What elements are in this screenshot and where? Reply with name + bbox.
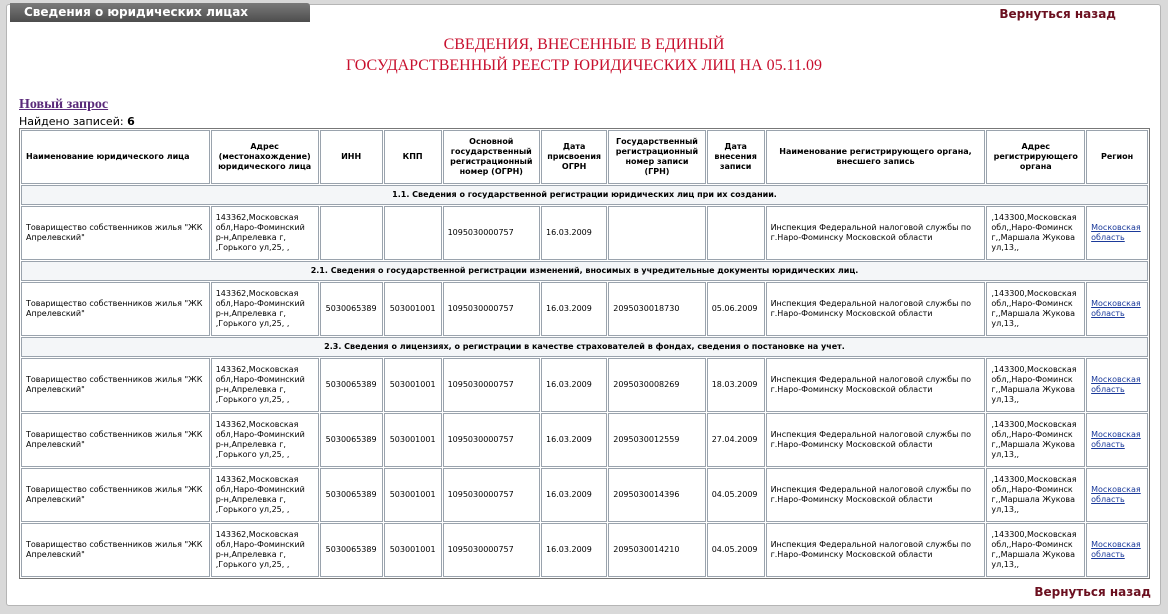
col-header-authority-address: Адрес регистрирующего органа <box>986 130 1085 184</box>
cell-region <box>1086 523 1148 577</box>
cell-record-date: 18.03.2009 <box>707 358 765 412</box>
cell-grn: 2095030014210 <box>608 523 705 577</box>
new-query-link[interactable]: Новый запрос <box>19 97 109 112</box>
region-link[interactable]: Московская область <box>1091 430 1141 449</box>
cell-ogrn: 1095030000757 <box>443 282 540 336</box>
cell-ogrn-date: 16.03.2009 <box>541 206 607 260</box>
cell-inn: 5030065389 <box>320 413 383 467</box>
col-header-authority: Наименование регистрирующего органа, внесшего запись <box>766 130 986 184</box>
section-row <box>21 337 1148 357</box>
table-header-row <box>21 130 1148 184</box>
table-row <box>21 206 1148 260</box>
table-row <box>21 282 1148 336</box>
cell-grn <box>608 206 705 260</box>
region-link[interactable]: Московская область <box>1091 223 1141 242</box>
section-title: 2.1. Сведения о государственной регистрации изменений, вносимых в учредительные документы юридических лиц. <box>21 261 1148 281</box>
cell-address: 143362,Московская обл,Наро-Фоминский р-н,Апрелевка г, ,Горького ул,25, , <box>211 358 319 412</box>
cell-name: Товарищество собственников жилья "ЖК Апрелевский" <box>21 282 210 336</box>
cell-inn: 5030065389 <box>320 358 383 412</box>
cell-name: Товарищество собственников жилья "ЖК Апрелевский" <box>21 206 210 260</box>
col-header-inn: ИНН <box>320 130 383 184</box>
cell-ogrn-date: 16.03.2009 <box>541 523 607 577</box>
page-title-line1: СВЕДЕНИЯ, ВНЕСЕННЫЕ В ЕДИНЫЙ <box>443 36 725 53</box>
cell-authority: Инспекция Федеральной налоговой службы по г.Наро-Фоминску Московской области <box>766 413 986 467</box>
cell-kpp: 503001001 <box>384 523 442 577</box>
cell-address: 143362,Московская обл,Наро-Фоминский р-н,Апрелевка г, ,Горького ул,25, , <box>211 523 319 577</box>
cell-region <box>1086 468 1148 522</box>
col-header-record-date: Дата внесения записи <box>707 130 765 184</box>
cell-name: Товарищество собственников жилья "ЖК Апрелевский" <box>21 358 210 412</box>
cell-inn <box>320 206 383 260</box>
records-found-label: Найдено записей: <box>19 115 124 128</box>
section-title: 2.3. Сведения о лицензиях, о регистрации в качестве страхователей в фондах, сведения о постановке на учет. <box>21 337 1148 357</box>
back-link-top[interactable]: Вернуться назад <box>999 7 1116 21</box>
cell-authority: Инспекция Федеральной налоговой службы по г.Наро-Фоминску Московской области <box>766 468 986 522</box>
cell-region <box>1086 358 1148 412</box>
panel-tab <box>10 3 310 22</box>
cell-authority: Инспекция Федеральной налоговой службы по г.Наро-Фоминску Московской области <box>766 523 986 577</box>
cell-address: 143362,Московская обл,Наро-Фоминский р-н,Апрелевка г, ,Горького ул,25, , <box>211 282 319 336</box>
region-link[interactable]: Московская область <box>1091 299 1141 318</box>
cell-record-date: 05.06.2009 <box>707 282 765 336</box>
cell-grn: 2095030012559 <box>608 413 705 467</box>
table-row <box>21 358 1148 412</box>
cell-kpp: 503001001 <box>384 358 442 412</box>
col-header-ogrn-date: Дата присвоения ОГРН <box>541 130 607 184</box>
cell-name: Товарищество собственников жилья "ЖК Апрелевский" <box>21 468 210 522</box>
cell-grn: 2095030014396 <box>608 468 705 522</box>
cell-record-date: 04.05.2009 <box>707 468 765 522</box>
cell-authority: Инспекция Федеральной налоговой службы по г.Наро-Фоминску Московской области <box>766 358 986 412</box>
cell-kpp: 503001001 <box>384 468 442 522</box>
cell-authority: Инспекция Федеральной налоговой службы по г.Наро-Фоминску Московской области <box>766 206 986 260</box>
panel-tab-label: Сведения о юридических лицах <box>24 5 249 19</box>
cell-ogrn: 1095030000757 <box>443 358 540 412</box>
col-header-region: Регион <box>1086 130 1148 184</box>
cell-ogrn: 1095030000757 <box>443 523 540 577</box>
registry-table <box>19 128 1150 579</box>
table-row <box>21 468 1148 522</box>
table-row <box>21 413 1148 467</box>
cell-kpp: 503001001 <box>384 282 442 336</box>
cell-authority-address: ,143300,Московская обл,,Наро-Фоминск г,,Маршала Жукова ул,13,, <box>986 358 1085 412</box>
cell-authority-address: ,143300,Московская обл,,Наро-Фоминск г,,Маршала Жукова ул,13,, <box>986 468 1085 522</box>
cell-inn: 5030065389 <box>320 523 383 577</box>
cell-authority-address: ,143300,Московская обл,,Наро-Фоминск г,,Маршала Жукова ул,13,, <box>986 413 1085 467</box>
cell-kpp <box>384 206 442 260</box>
cell-ogrn: 1095030000757 <box>443 206 540 260</box>
region-link[interactable]: Московская область <box>1091 540 1141 559</box>
cell-grn: 2095030018730 <box>608 282 705 336</box>
col-header-ogrn: Основной государственный регистрационный номер (ОГРН) <box>443 130 540 184</box>
cell-region <box>1086 282 1148 336</box>
cell-inn: 5030065389 <box>320 468 383 522</box>
records-found-count: 6 <box>127 115 135 128</box>
cell-ogrn: 1095030000757 <box>443 413 540 467</box>
cell-address: 143362,Московская обл,Наро-Фоминский р-н,Апрелевка г, ,Горького ул,25, , <box>211 468 319 522</box>
region-link[interactable]: Московская область <box>1091 375 1141 394</box>
cell-name: Товарищество собственников жилья "ЖК Апрелевский" <box>21 413 210 467</box>
cell-region <box>1086 206 1148 260</box>
cell-record-date: 04.05.2009 <box>707 523 765 577</box>
section-row <box>21 185 1148 205</box>
section-title: 1.1. Сведения о государственной регистрации юридических лиц при их создании. <box>21 185 1148 205</box>
cell-address: 143362,Московская обл,Наро-Фоминский р-н,Апрелевка г, ,Горького ул,25, , <box>211 413 319 467</box>
page-title <box>0 34 1168 76</box>
cell-grn: 2095030008269 <box>608 358 705 412</box>
col-header-name: Наименование юридического лица <box>21 130 210 184</box>
cell-ogrn-date: 16.03.2009 <box>541 358 607 412</box>
back-link-bottom[interactable]: Вернуться назад <box>1034 585 1151 599</box>
cell-record-date: 27.04.2009 <box>707 413 765 467</box>
cell-authority-address: ,143300,Московская обл,,Наро-Фоминск г,,Маршала Жукова ул,13,, <box>986 206 1085 260</box>
records-found <box>19 115 135 128</box>
cell-ogrn-date: 16.03.2009 <box>541 282 607 336</box>
cell-ogrn-date: 16.03.2009 <box>541 413 607 467</box>
cell-authority-address: ,143300,Московская обл,,Наро-Фоминск г,,Маршала Жукова ул,13,, <box>986 523 1085 577</box>
cell-name: Товарищество собственников жилья "ЖК Апрелевский" <box>21 523 210 577</box>
cell-record-date <box>707 206 765 260</box>
cell-inn: 5030065389 <box>320 282 383 336</box>
col-header-kpp: КПП <box>384 130 442 184</box>
page-title-line2: ГОСУДАРСТВЕННЫЙ РЕЕСТР ЮРИДИЧЕСКИХ ЛИЦ НА 05.11.09 <box>345 57 823 74</box>
region-link[interactable]: Московская область <box>1091 485 1141 504</box>
cell-region <box>1086 413 1148 467</box>
section-row <box>21 261 1148 281</box>
cell-authority: Инспекция Федеральной налоговой службы по г.Наро-Фоминску Московской области <box>766 282 986 336</box>
col-header-grn: Государственный регистрационный номер записи (ГРН) <box>608 130 705 184</box>
cell-ogrn-date: 16.03.2009 <box>541 468 607 522</box>
cell-authority-address: ,143300,Московская обл,,Наро-Фоминск г,,Маршала Жукова ул,13,, <box>986 282 1085 336</box>
col-header-address: Адрес (местонахождение) юридического лица <box>211 130 319 184</box>
table-row <box>21 523 1148 577</box>
cell-address: 143362,Московская обл,Наро-Фоминский р-н,Апрелевка г, ,Горького ул,25, , <box>211 206 319 260</box>
cell-kpp: 503001001 <box>384 413 442 467</box>
cell-ogrn: 1095030000757 <box>443 468 540 522</box>
